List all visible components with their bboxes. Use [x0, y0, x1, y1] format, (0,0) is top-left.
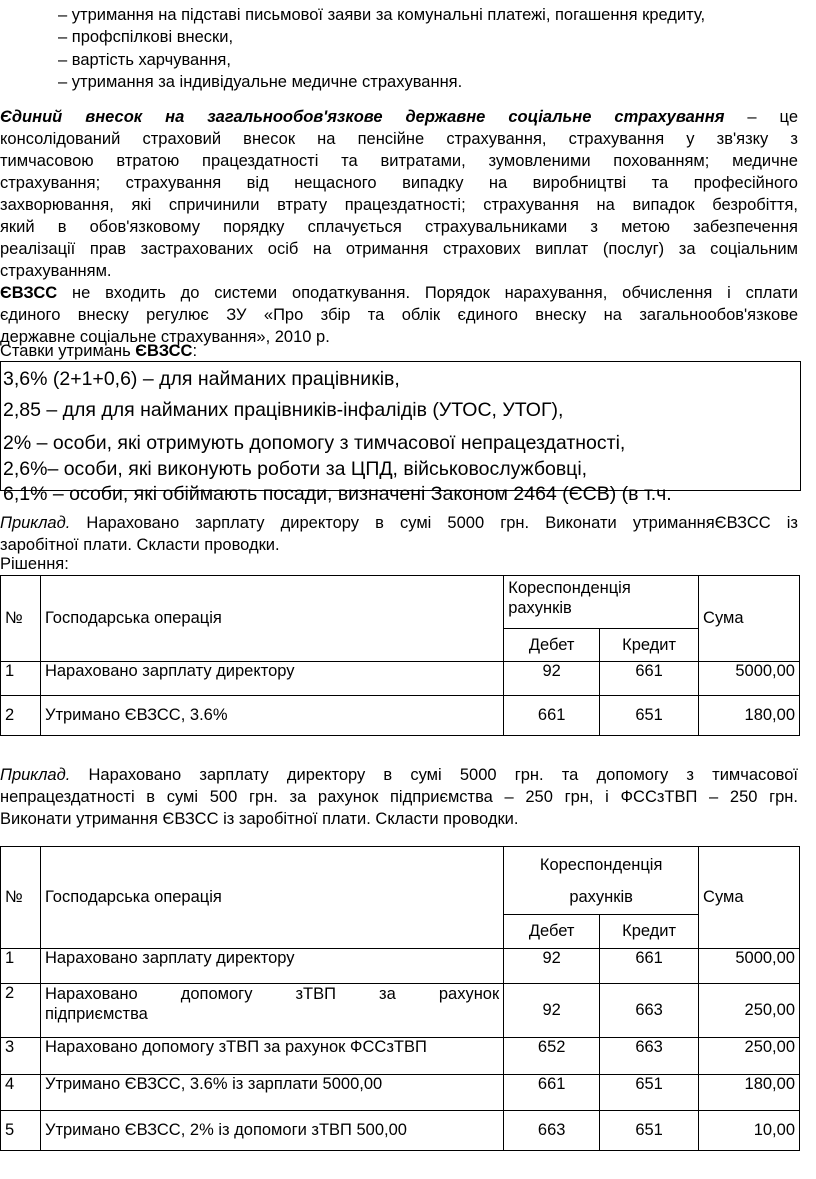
cell-operation	[40, 984, 503, 1038]
definition-last-line: страхуванням.	[0, 262, 112, 280]
header-operation: Господарська операція	[40, 847, 503, 949]
cell-sum: 250,00	[699, 1038, 800, 1075]
cell-credit: 663	[600, 1038, 699, 1075]
definition-line: реалізації прав застрахованих осіб на отримання страхових виплат (послуг) за соціальним	[0, 240, 798, 258]
header-debit: Дебет	[504, 629, 600, 662]
cell-operation-line1: Нараховано допомогу зТВП за рахунок	[44, 985, 500, 1003]
definition-first-line	[0, 106, 798, 128]
definition-line: який в обов'язковому порядку сплачується страхувальниками з метою забезпечення	[0, 218, 798, 236]
cell-operation: Нараховано зарплату директору	[40, 662, 503, 696]
cell-credit: 661	[600, 949, 699, 984]
rates-heading-abbr: ЄВЗСС	[135, 342, 193, 360]
cell-num: 1	[1, 949, 41, 984]
cell-debit: 92	[504, 984, 600, 1038]
header-credit: Кредит	[600, 629, 699, 662]
example2-text: Нараховано зарплату директору в сумі 5000 грн. та допомогу з тимчасової	[88, 766, 798, 784]
cell-sum: 180,00	[699, 1075, 800, 1111]
rates-heading-colon: :	[192, 342, 198, 360]
cell-num: 2	[1, 984, 41, 1038]
cell-credit: 661	[600, 662, 699, 696]
rates-box	[0, 361, 801, 505]
cell-sum: 180,00	[699, 696, 800, 736]
table-row	[1, 1111, 800, 1151]
cell-operation: Утримано ЄВЗСС, 2% із допомоги зТВП 500,00	[40, 1111, 503, 1151]
header-num: №	[1, 847, 41, 949]
cell-sum: 5000,00	[699, 949, 800, 984]
solution-label: Рішення:	[0, 555, 69, 573]
example1-label: Приклад.	[0, 514, 71, 532]
tax-text: не входить до системи оподаткування. Порядок нарахування, обчислення і сплати	[72, 284, 798, 302]
rate-item: 6,1% – особи, які обіймають посади, визначені Законом 2464 (ЄСВ) (в т.ч.	[3, 483, 672, 505]
cell-debit: 92	[504, 662, 600, 696]
definition-dash: – це	[747, 108, 799, 126]
rate-item: 2,85 – для для найманих працівників-інфалідів (УТОС, УТОГ),	[3, 399, 564, 421]
cell-debit: 92	[504, 949, 600, 984]
example1-line: заробітної плати. Скласти проводки.	[0, 536, 280, 554]
header-correspondence-line2: рахунків	[569, 887, 633, 906]
cell-sum: 250,00	[699, 984, 800, 1038]
table-row	[1, 1075, 800, 1111]
list-item: – утримання на підставі письмової заяви за комунальні платежі, погашення кредиту,	[58, 6, 706, 24]
entries-table-2	[0, 846, 800, 1151]
table-row	[1, 1038, 800, 1075]
cell-operation: Утримано ЄВЗСС, 3.6% із зарплати 5000,00	[40, 1075, 503, 1111]
definition-line: тимчасовою втратою працездатності та витратами, зумовленими похованням; медичне	[0, 152, 798, 170]
example1-text: Нараховано зарплату директору в сумі 5000 грн. Виконати утриманняЄВЗСС із	[86, 514, 798, 532]
cell-num: 5	[1, 1111, 41, 1151]
header-sum: Сума	[699, 576, 800, 662]
cell-credit: 663	[600, 984, 699, 1038]
cell-debit: 652	[504, 1038, 600, 1075]
cell-num: 1	[1, 662, 41, 696]
list-item: – вартість харчування,	[58, 51, 231, 69]
definition-line: захворювання, які спричинили втрату працездатності; страхування на випадок безробіття,	[0, 196, 798, 214]
cell-debit: 663	[504, 1111, 600, 1151]
example2-line: непрацездатності в сумі 500 грн. за рахунок підприємства – 250 грн, і ФССзТВП – 250 грн.	[0, 788, 798, 806]
table-row	[1, 662, 800, 696]
tax-abbr: ЄВЗСС	[0, 284, 58, 302]
cell-credit: 651	[600, 696, 699, 736]
rates-heading-text: Ставки утримань	[0, 342, 131, 360]
header-correspondence	[504, 847, 699, 915]
cell-operation: Нараховано допомогу зТВП за рахунок ФССзТВП	[40, 1038, 503, 1075]
cell-operation: Утримано ЄВЗСС, 3.6%	[40, 696, 503, 736]
definition-line: консолідований страховий внесок на пенсійне страхування, страхування у зв'язку з	[0, 130, 798, 148]
entries-table-1	[0, 575, 800, 736]
cell-debit: 661	[504, 696, 600, 736]
header-operation: Господарська операція	[40, 576, 503, 662]
cell-num: 2	[1, 696, 41, 736]
definition-line: страхування; страхування від нещасного випадку на виробництві та професійного	[0, 174, 798, 192]
cell-operation-line2: підприємства	[44, 1005, 148, 1023]
tax-line: єдиного внеску регулює ЗУ «Про збір та облік єдиного внеску на загальнообов'язкове	[0, 306, 798, 324]
header-correspondence: Кореспонденція рахунків	[504, 576, 699, 629]
header-correspondence-line1: Кореспонденція	[539, 855, 663, 874]
cell-num: 3	[1, 1038, 41, 1075]
example2-label: Приклад.	[0, 766, 71, 784]
header-credit: Кредит	[600, 915, 699, 949]
example2-last-line: Виконати утримання ЄВЗСС із заробітної плати. Скласти проводки.	[0, 810, 519, 828]
cell-sum: 10,00	[699, 1111, 800, 1151]
list-item: – профспілкові внески,	[58, 28, 234, 46]
table-row	[1, 696, 800, 736]
rate-item: 3,6% (2+1+0,6) – для найманих працівників,	[3, 368, 400, 390]
cell-operation: Нараховано зарплату директору	[40, 949, 503, 984]
rates-heading	[0, 340, 197, 362]
header-num: №	[1, 576, 41, 662]
list-item: – утримання за індивідуальне медичне страхування.	[58, 73, 463, 91]
example2-first-line	[0, 764, 798, 786]
cell-debit: 661	[504, 1075, 600, 1111]
cell-credit: 651	[600, 1075, 699, 1111]
cell-num: 4	[1, 1075, 41, 1111]
table-row	[1, 984, 800, 1038]
cell-sum: 5000,00	[699, 662, 800, 696]
header-sum: Сума	[699, 847, 800, 949]
tax-first-line	[0, 282, 798, 304]
cell-credit: 651	[600, 1111, 699, 1151]
table-row	[1, 949, 800, 984]
definition-term: Єдиний внесок на загальнообов'язкове державне соціальне страхування	[0, 108, 725, 126]
tax-last-line: державне соціальне страхування», 2010 р.	[0, 328, 330, 346]
header-debit: Дебет	[504, 915, 600, 949]
rate-item: 2,6%– особи, які виконують роботи за ЦПД, військовослужбовці,	[3, 458, 588, 480]
example1-first-line	[0, 512, 798, 534]
rate-item: 2% – особи, які отримують допомогу з тимчасової непрацездатності,	[3, 432, 626, 454]
